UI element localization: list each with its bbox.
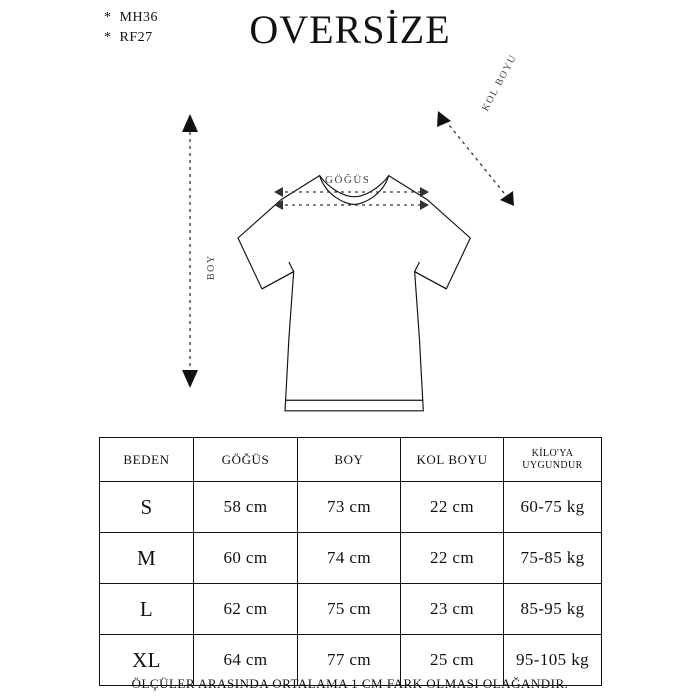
cell-chest: 62 cm xyxy=(194,584,298,635)
cell-chest: 58 cm xyxy=(194,482,298,533)
cell-size: S xyxy=(100,482,194,533)
footnote: ÖLÇÜLER ARASINDA ORTALAMA 1 CM FARK OLMASI OLAĞANDIR. xyxy=(131,676,569,691)
cell-weight: 60-75 kg xyxy=(504,482,602,533)
cell-sleeve: 25 cm xyxy=(401,635,504,686)
table-row xyxy=(100,584,602,635)
cell-length: 77 cm xyxy=(298,635,401,686)
table-header-row xyxy=(100,438,602,482)
cell-size: M xyxy=(100,533,194,584)
column-header-sleeve: KOL BOYU xyxy=(401,438,504,482)
product-code-2: * RF27 xyxy=(104,30,153,45)
cell-length: 73 cm xyxy=(298,482,401,533)
column-header-size: BEDEN xyxy=(100,438,194,482)
sleeve-label: KOL BOYU xyxy=(480,52,520,114)
cell-length: 74 cm xyxy=(298,533,401,584)
page-title: OVERSİZE xyxy=(249,7,451,52)
garment-diagram xyxy=(150,52,570,420)
column-header-weight-line1: KİLO'YA xyxy=(531,447,574,459)
table-row xyxy=(100,533,602,584)
cell-chest: 60 cm xyxy=(194,533,298,584)
cell-weight: 85-95 kg xyxy=(504,584,602,635)
sleeve-measure-arrow xyxy=(437,111,514,206)
size-table xyxy=(99,437,601,686)
product-code-1: * MH36 xyxy=(104,10,159,25)
column-header-length: BOY xyxy=(298,438,401,482)
cell-sleeve: 22 cm xyxy=(401,533,504,584)
chest-label: GÖĞÜS xyxy=(325,174,371,186)
cell-sleeve: 23 cm xyxy=(401,584,504,635)
cell-weight: 95-105 kg xyxy=(504,635,602,686)
length-label: BOY xyxy=(206,254,217,280)
cell-chest: 64 cm xyxy=(194,635,298,686)
cell-length: 75 cm xyxy=(298,584,401,635)
cell-weight: 75-85 kg xyxy=(504,533,602,584)
column-header-chest: GÖĞÜS xyxy=(194,438,298,482)
column-header-weight xyxy=(504,438,602,482)
cell-size: L xyxy=(100,584,194,635)
column-header-weight-line2: UYGUNDUR xyxy=(522,459,583,471)
length-measure-arrow xyxy=(182,114,198,388)
chest-measure-arrow xyxy=(274,187,429,210)
tshirt-icon xyxy=(238,176,470,411)
cell-sleeve: 22 cm xyxy=(401,482,504,533)
cell-size: XL xyxy=(100,635,194,686)
table-row xyxy=(100,482,602,533)
